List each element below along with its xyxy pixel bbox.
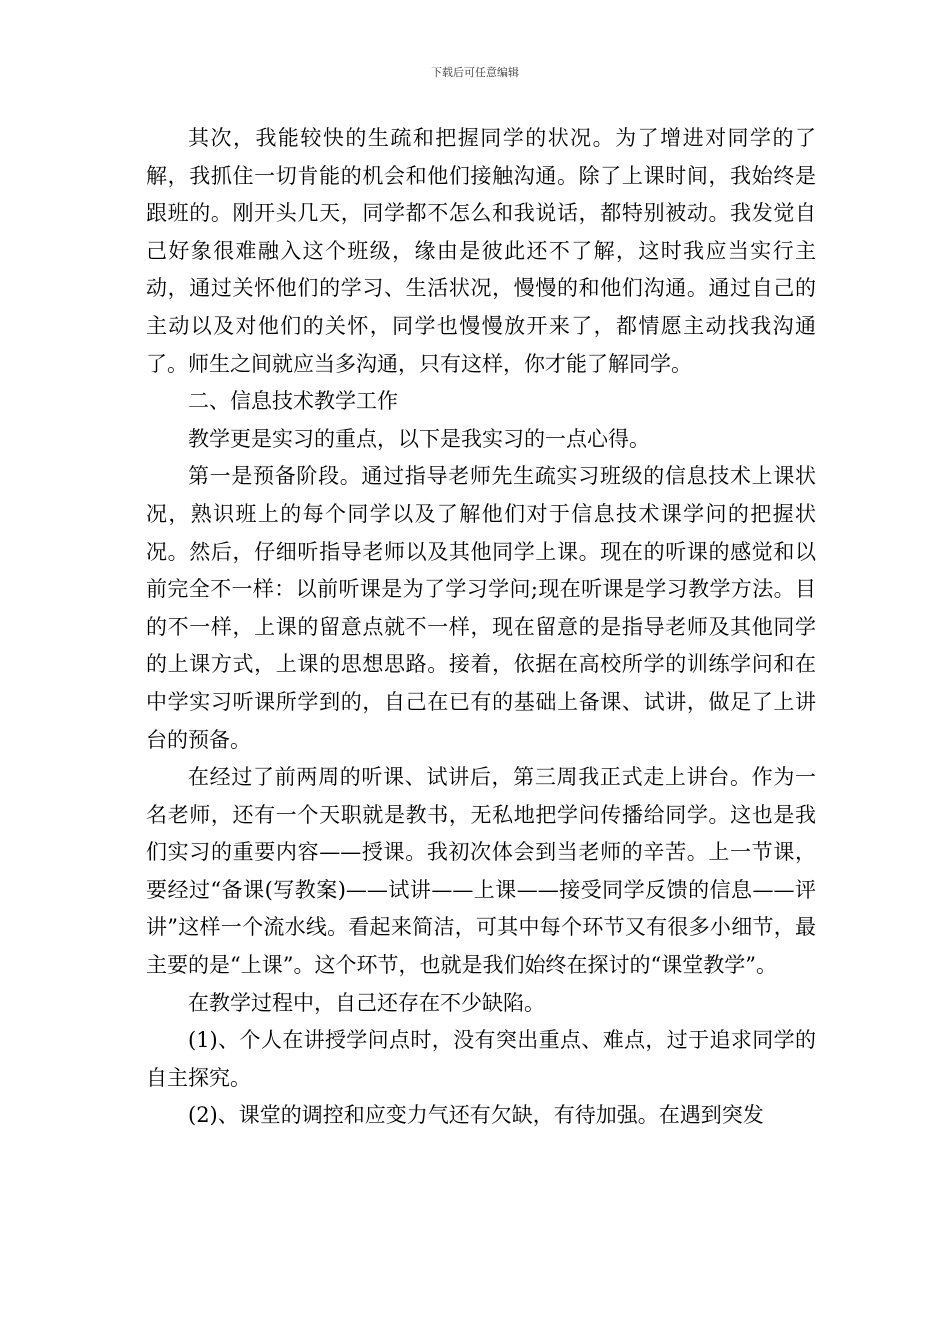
document-body: [146, 120, 816, 1135]
paragraph-student-communication: 其次，我能较快的生疏和把握同学的状况。为了增进对同学的了解，我抓住一切肯能的机会和他们接触沟通。除了上课时间，我始终是跟班的。刚开头几天，同学都不怎么和我说话，都特别被动。我发觉自己好象很难融入这个班级，缘由是彼此还不了解，这时我应当实行主动，通过关怀他们的学习、生活状况，慢慢的和他们沟通。通过自己的主动以及对他们的关怀，同学也慢慢放开来了，都情愿主动找我沟通了。师生之间就应当多沟通，只有这样，你才能了解同学。: [146, 126, 816, 376]
paragraph-first-lecture: 在经过了前两周的听课、试讲后，第三周我正式走上讲台。作为一名老师，还有一个天职就是教书，无私地把学问传播给同学。这也是我们实习的重要内容——授课。我初次体会到当老师的辛苦。上一节课，要经过“备课(写教案)——试讲——上课——接受同学反馈的信息——评讲”这样一个流水线。看起来简洁，可其中每个环节又有很多小细节，最主要的是“上课”。这个环节，也就是我们始终在探讨的“课堂教学”。: [146, 765, 816, 978]
paragraph-preparation-stage: 第一是预备阶段。通过指导老师先生疏实习班级的信息技术上课状况，熟识班上的每个同学以及了解他们对于信息技术课学问的把握状况。然后，仔细听指导老师以及其他同学上课。现在的听课的感觉和以前完全不一样：以前听课是为了学习学问;现在听课是学习教学方法。目的不一样，上课的留意点就不一样，现在留意的是指导老师及其他同学的上课方式，上课的思想思路。接着，依据在高校所学的训练学问和在中学实习听课所学到的，自己在已有的基础上备课、试讲，做足了上讲台的预备。: [146, 464, 816, 752]
paragraph-shortcomings-intro: 在教学过程中，自己还存在不少缺陷。: [188, 990, 545, 1015]
paragraph-shortcoming-2: (2)、课堂的调控和应变力气还有欠缺，有待加强。在遇到突发: [188, 1103, 764, 1128]
paragraph-shortcoming-1: (1)、个人在讲授学问点时，没有突出重点、难点，过于追求同学的自主探究。: [146, 1028, 816, 1090]
page-header: 下载后可任意编辑: [431, 66, 519, 79]
paragraph-teaching-intro: 教学更是实习的重点，以下是我实习的一点心得。: [188, 426, 650, 451]
section-heading-it-teaching: 二、信息技术教学工作: [188, 389, 398, 414]
